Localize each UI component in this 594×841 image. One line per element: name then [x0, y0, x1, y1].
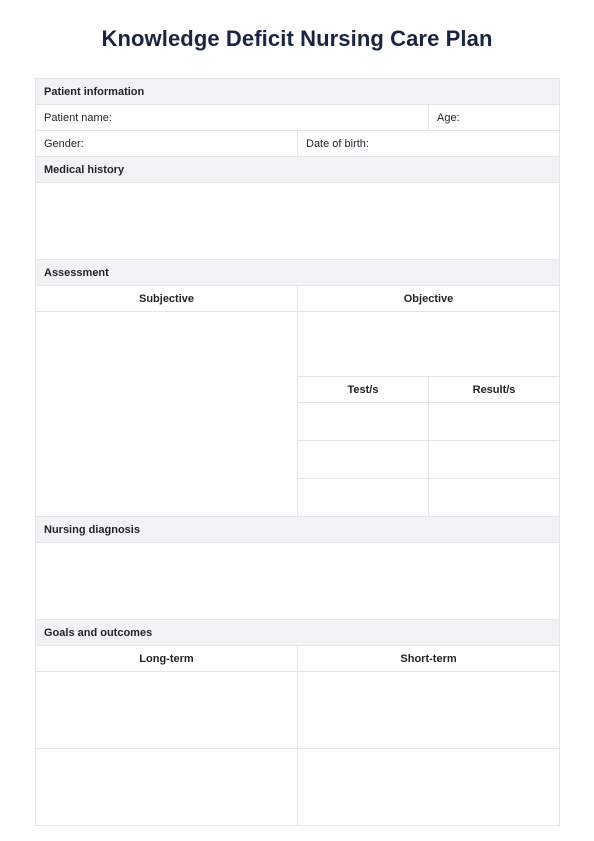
test-cell[interactable]: [298, 479, 429, 517]
care-plan-form: [35, 78, 560, 826]
medical-history-field[interactable]: [36, 183, 560, 260]
goals-outcomes-heading: Goals and outcomes: [36, 620, 560, 646]
gender-field[interactable]: [36, 131, 298, 157]
long-term-goal-cell[interactable]: [36, 672, 298, 749]
tests-column-header: Test/s: [298, 377, 429, 403]
long-term-goal-cell[interactable]: [36, 749, 298, 826]
test-cell[interactable]: [298, 403, 429, 441]
result-cell[interactable]: [429, 403, 560, 441]
short-term-goal-cell[interactable]: [298, 672, 560, 749]
page-title: Knowledge Deficit Nursing Care Plan: [101, 26, 493, 51]
age-label: Age:: [437, 111, 460, 124]
date-of-birth-field[interactable]: [298, 131, 560, 157]
test-cell[interactable]: [298, 441, 429, 479]
results-column-header: Result/s: [429, 377, 560, 403]
nursing-diagnosis-heading: Nursing diagnosis: [36, 517, 560, 543]
subjective-field[interactable]: [36, 312, 298, 517]
long-term-column-header: Long-term: [36, 646, 298, 672]
medical-history-heading: Medical history: [36, 157, 560, 183]
subjective-column-header: Subjective: [36, 286, 298, 312]
objective-column-header: Objective: [298, 286, 560, 312]
short-term-goal-cell[interactable]: [298, 749, 560, 826]
assessment-heading: Assessment: [36, 260, 560, 286]
patient-name-field[interactable]: [36, 105, 429, 131]
patient-information-heading: Patient information: [36, 79, 560, 105]
result-cell[interactable]: [429, 479, 560, 517]
short-term-column-header: Short-term: [298, 646, 560, 672]
date-of-birth-label: Date of birth:: [306, 137, 369, 150]
nursing-diagnosis-field[interactable]: [36, 543, 560, 620]
age-field[interactable]: [429, 105, 560, 131]
objective-field[interactable]: [298, 312, 560, 377]
result-cell[interactable]: [429, 441, 560, 479]
patient-name-label: Patient name:: [44, 111, 112, 124]
gender-label: Gender:: [44, 137, 84, 150]
